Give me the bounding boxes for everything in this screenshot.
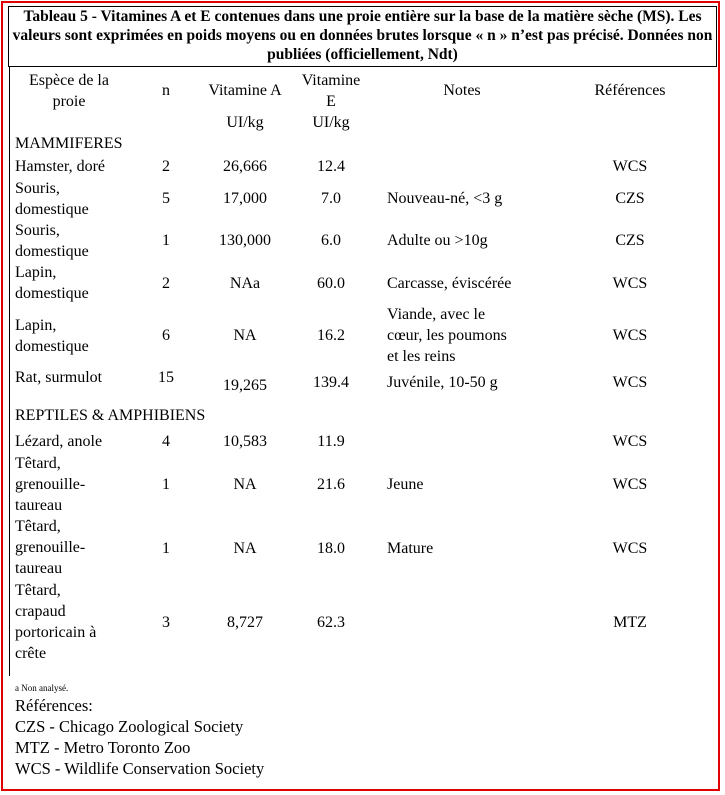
- row-1-species: Souris, domestique: [15, 180, 89, 218]
- table-caption: Tableau 5 - Vitamines A et E contenues dans une proie entière sur la base de la matière sèche (MS). Les valeurs sont exprimées en poids moyens ou en données brutes lorsque « n » n’est pas précisé. Données non publiées (officiellement, Ndt): [8, 6, 717, 67]
- row-9-reference: MTZ: [613, 614, 647, 631]
- row-2-species: Souris, domestique: [15, 222, 89, 260]
- row-3-n: 2: [162, 275, 170, 292]
- row-2-vitamin-e: 6.0: [321, 232, 341, 249]
- header-references: Références: [594, 82, 666, 99]
- row-8-n: 1: [162, 540, 170, 557]
- row-6-n: 4: [162, 433, 170, 450]
- row-5-n: 15: [158, 369, 174, 386]
- row-5-species: Rat, surmulot: [15, 369, 103, 386]
- reference-wcs: WCS - Wildlife Conservation Society: [15, 759, 265, 778]
- reference-mtz: MTZ - Metro Toronto Zoo: [15, 738, 191, 757]
- row-0-species: Hamster, doré: [15, 158, 105, 175]
- row-7-vitamin-e: 21.6: [317, 476, 345, 493]
- row-4-vitamin-a: NA: [233, 327, 257, 344]
- header-vitamin-e-unit: UI/kg: [312, 114, 350, 131]
- row-4-notes: Viande, avec le cœur, les poumons et les reins: [387, 306, 507, 365]
- row-4-species: Lapin, domestique: [15, 317, 89, 355]
- header-vitamin-a-unit: UI/kg: [226, 114, 264, 131]
- row-3-species: Lapin, domestique: [15, 264, 89, 302]
- row-8-reference: WCS: [612, 540, 648, 557]
- row-0-vitamin-e: 12.4: [317, 158, 345, 175]
- row-1-vitamin-e: 7.0: [321, 190, 341, 207]
- row-3-vitamin-a: NAa: [229, 275, 261, 292]
- row-6-vitamin-a: 10,583: [223, 433, 267, 450]
- row-9-species: Têtard, crapaud portoricain à crête: [15, 582, 97, 662]
- row-7-vitamin-a: NA: [233, 476, 257, 493]
- row-9-vitamin-a: 8,727: [227, 614, 263, 631]
- row-8-vitamin-e: 18.0: [317, 540, 345, 557]
- header-vitamin-a: Vitamine A: [208, 82, 282, 99]
- row-1-vitamin-a: 17,000: [223, 190, 267, 207]
- row-1-reference: CZS: [615, 190, 645, 207]
- row-5-vitamin-e: 139.4: [313, 374, 349, 391]
- row-8-notes: Mature: [387, 540, 434, 557]
- row-4-reference: WCS: [612, 327, 648, 344]
- row-7-n: 1: [162, 476, 170, 493]
- row-0-n: 2: [162, 158, 170, 175]
- table-left-border: [9, 66, 10, 676]
- section-mammals: MAMMIFERES: [15, 135, 123, 152]
- row-5-reference: WCS: [612, 374, 648, 391]
- row-2-reference: CZS: [615, 232, 645, 249]
- row-2-notes: Adulte ou >10g: [387, 232, 488, 249]
- row-7-notes: Jeune: [387, 476, 424, 493]
- row-7-species: Têtard, grenouille- taureau: [15, 455, 86, 514]
- row-3-notes: Carcasse, éviscérée: [387, 275, 512, 292]
- header-n: n: [162, 82, 170, 99]
- row-0-vitamin-a: 26,666: [223, 158, 267, 175]
- row-2-vitamin-a: 130,000: [219, 232, 271, 249]
- row-3-vitamin-e: 60.0: [317, 275, 345, 292]
- row-9-vitamin-e: 62.3: [317, 614, 345, 631]
- row-6-reference: WCS: [612, 433, 648, 450]
- row-5-vitamin-a: 19,265: [223, 377, 267, 394]
- footnote: a Non analysé.: [15, 683, 69, 693]
- row-4-vitamin-e: 16.2: [317, 327, 345, 344]
- header-species: Espèce de la proie: [29, 72, 109, 110]
- section-reptiles: REPTILES & AMPHIBIENS: [15, 407, 206, 424]
- row-8-species: Têtard, grenouille- taureau: [15, 518, 86, 577]
- references-title: Références:: [15, 696, 93, 715]
- row-6-species: Lézard, anole: [15, 433, 103, 450]
- row-9-n: 3: [162, 614, 170, 631]
- header-vitamin-e: Vitamine E: [301, 72, 361, 110]
- row-0-reference: WCS: [612, 158, 648, 175]
- row-1-n: 5: [162, 190, 170, 207]
- row-8-vitamin-a: NA: [233, 540, 257, 557]
- row-7-reference: WCS: [612, 476, 648, 493]
- row-4-n: 6: [162, 327, 170, 344]
- row-5-notes: Juvénile, 10-50 g: [387, 374, 498, 391]
- row-2-n: 1: [162, 232, 170, 249]
- row-3-reference: WCS: [612, 275, 648, 292]
- row-1-notes: Nouveau-né, <3 g: [387, 190, 503, 207]
- reference-czs: CZS - Chicago Zoological Society: [15, 717, 244, 736]
- header-notes: Notes: [443, 82, 481, 99]
- row-6-vitamin-e: 11.9: [317, 433, 345, 450]
